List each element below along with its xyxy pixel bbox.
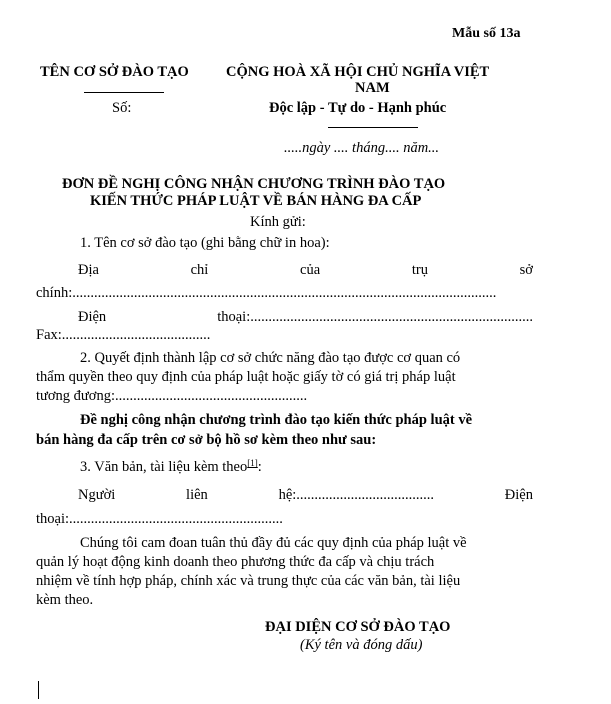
- commit-line4: kèm theo.: [36, 592, 94, 608]
- form-title-line2: KIẾN THỨC PHÁP LUẬT VỀ BÁN HÀNG ĐA CẤP: [90, 193, 422, 209]
- address-continuation: chính:.....................................................................................................................: [36, 285, 497, 301]
- address-word: chỉ: [190, 262, 209, 278]
- document-number-label: Số:: [112, 100, 132, 116]
- contact-word: hệ:......................................: [278, 487, 435, 503]
- request-line2: bán hàng đa cấp trên cơ sở bộ hồ sơ kèm theo như sau:: [36, 432, 377, 448]
- fax-line: Fax:.........................................: [36, 327, 211, 343]
- motto-underline: [328, 127, 418, 128]
- address-line: [78, 262, 533, 279]
- address-word: trụ: [411, 262, 428, 278]
- date-line: .....ngày .... tháng.... năm...: [284, 140, 440, 156]
- item2-line1: 2. Quyết định thành lập cơ sở chức năng đào tạo được cơ quan có: [80, 350, 461, 366]
- phone-word: Điện: [78, 309, 107, 325]
- form-title-line1: ĐƠN ĐỀ NGHỊ CÔNG NHẬN CHƯƠNG TRÌNH ĐÀO TẠO: [62, 176, 446, 192]
- recipient-label: Kính gửi:: [250, 214, 306, 230]
- item3-label: 3. Văn bản, tài liệu kèm theo: [80, 459, 248, 475]
- contact-word: liên: [186, 487, 208, 503]
- phone-word: thoại:..............................................................................: [217, 309, 533, 325]
- contact-word: Điện: [504, 487, 533, 503]
- address-word: của: [300, 262, 321, 278]
- item2-line2: thẩm quyền theo quy định của pháp luật hoặc giấy tờ có giá trị pháp luật: [36, 369, 456, 385]
- commit-line1: Chúng tôi cam đoan tuân thủ đầy đủ các quy định của pháp luật về: [80, 535, 467, 551]
- text-cursor[interactable]: [38, 681, 39, 699]
- item2-line3: tương đương:.....................................................: [36, 388, 308, 404]
- contact-word: Người: [78, 487, 116, 503]
- request-line1: Đề nghị công nhận chương trình đào tạo kiến thức pháp luật về: [80, 412, 473, 428]
- nation-title-line2: NAM: [355, 80, 390, 96]
- org-name: TÊN CƠ SỞ ĐÀO TẠO: [40, 64, 189, 80]
- form-code: Mẫu số 13a: [452, 26, 521, 41]
- contact-phone-continuation: thoại:...........................................................: [36, 511, 283, 527]
- address-word: Địa: [78, 262, 99, 278]
- national-motto: Độc lập - Tự do - Hạnh phúc: [269, 100, 447, 116]
- item3-colon: :: [257, 459, 262, 475]
- address-word: sở: [519, 262, 533, 278]
- contact-line: [78, 487, 533, 504]
- commit-line2: quản lý hoạt động kinh doanh theo phương thức đa cấp và chịu trách: [36, 554, 435, 570]
- signature-title: ĐẠI DIỆN CƠ SỞ ĐÀO TẠO: [265, 619, 451, 635]
- commit-line3: nhiệm về tính hợp pháp, chính xác và trung thực của các văn bản, tài liệu: [36, 573, 461, 589]
- item3-attachments: [80, 458, 262, 476]
- item1-org-name: 1. Tên cơ sở đào tạo (ghi bằng chữ in hoa):: [80, 235, 330, 251]
- signature-note: (Ký tên và đóng dấu): [300, 637, 423, 653]
- footnote-link[interactable]: [1]: [247, 458, 258, 468]
- nation-title-line1: CỘNG HOÀ XÃ HỘI CHỦ NGHĨA VIỆT: [226, 64, 490, 80]
- org-name-underline: [84, 92, 164, 93]
- phone-line: [78, 309, 533, 326]
